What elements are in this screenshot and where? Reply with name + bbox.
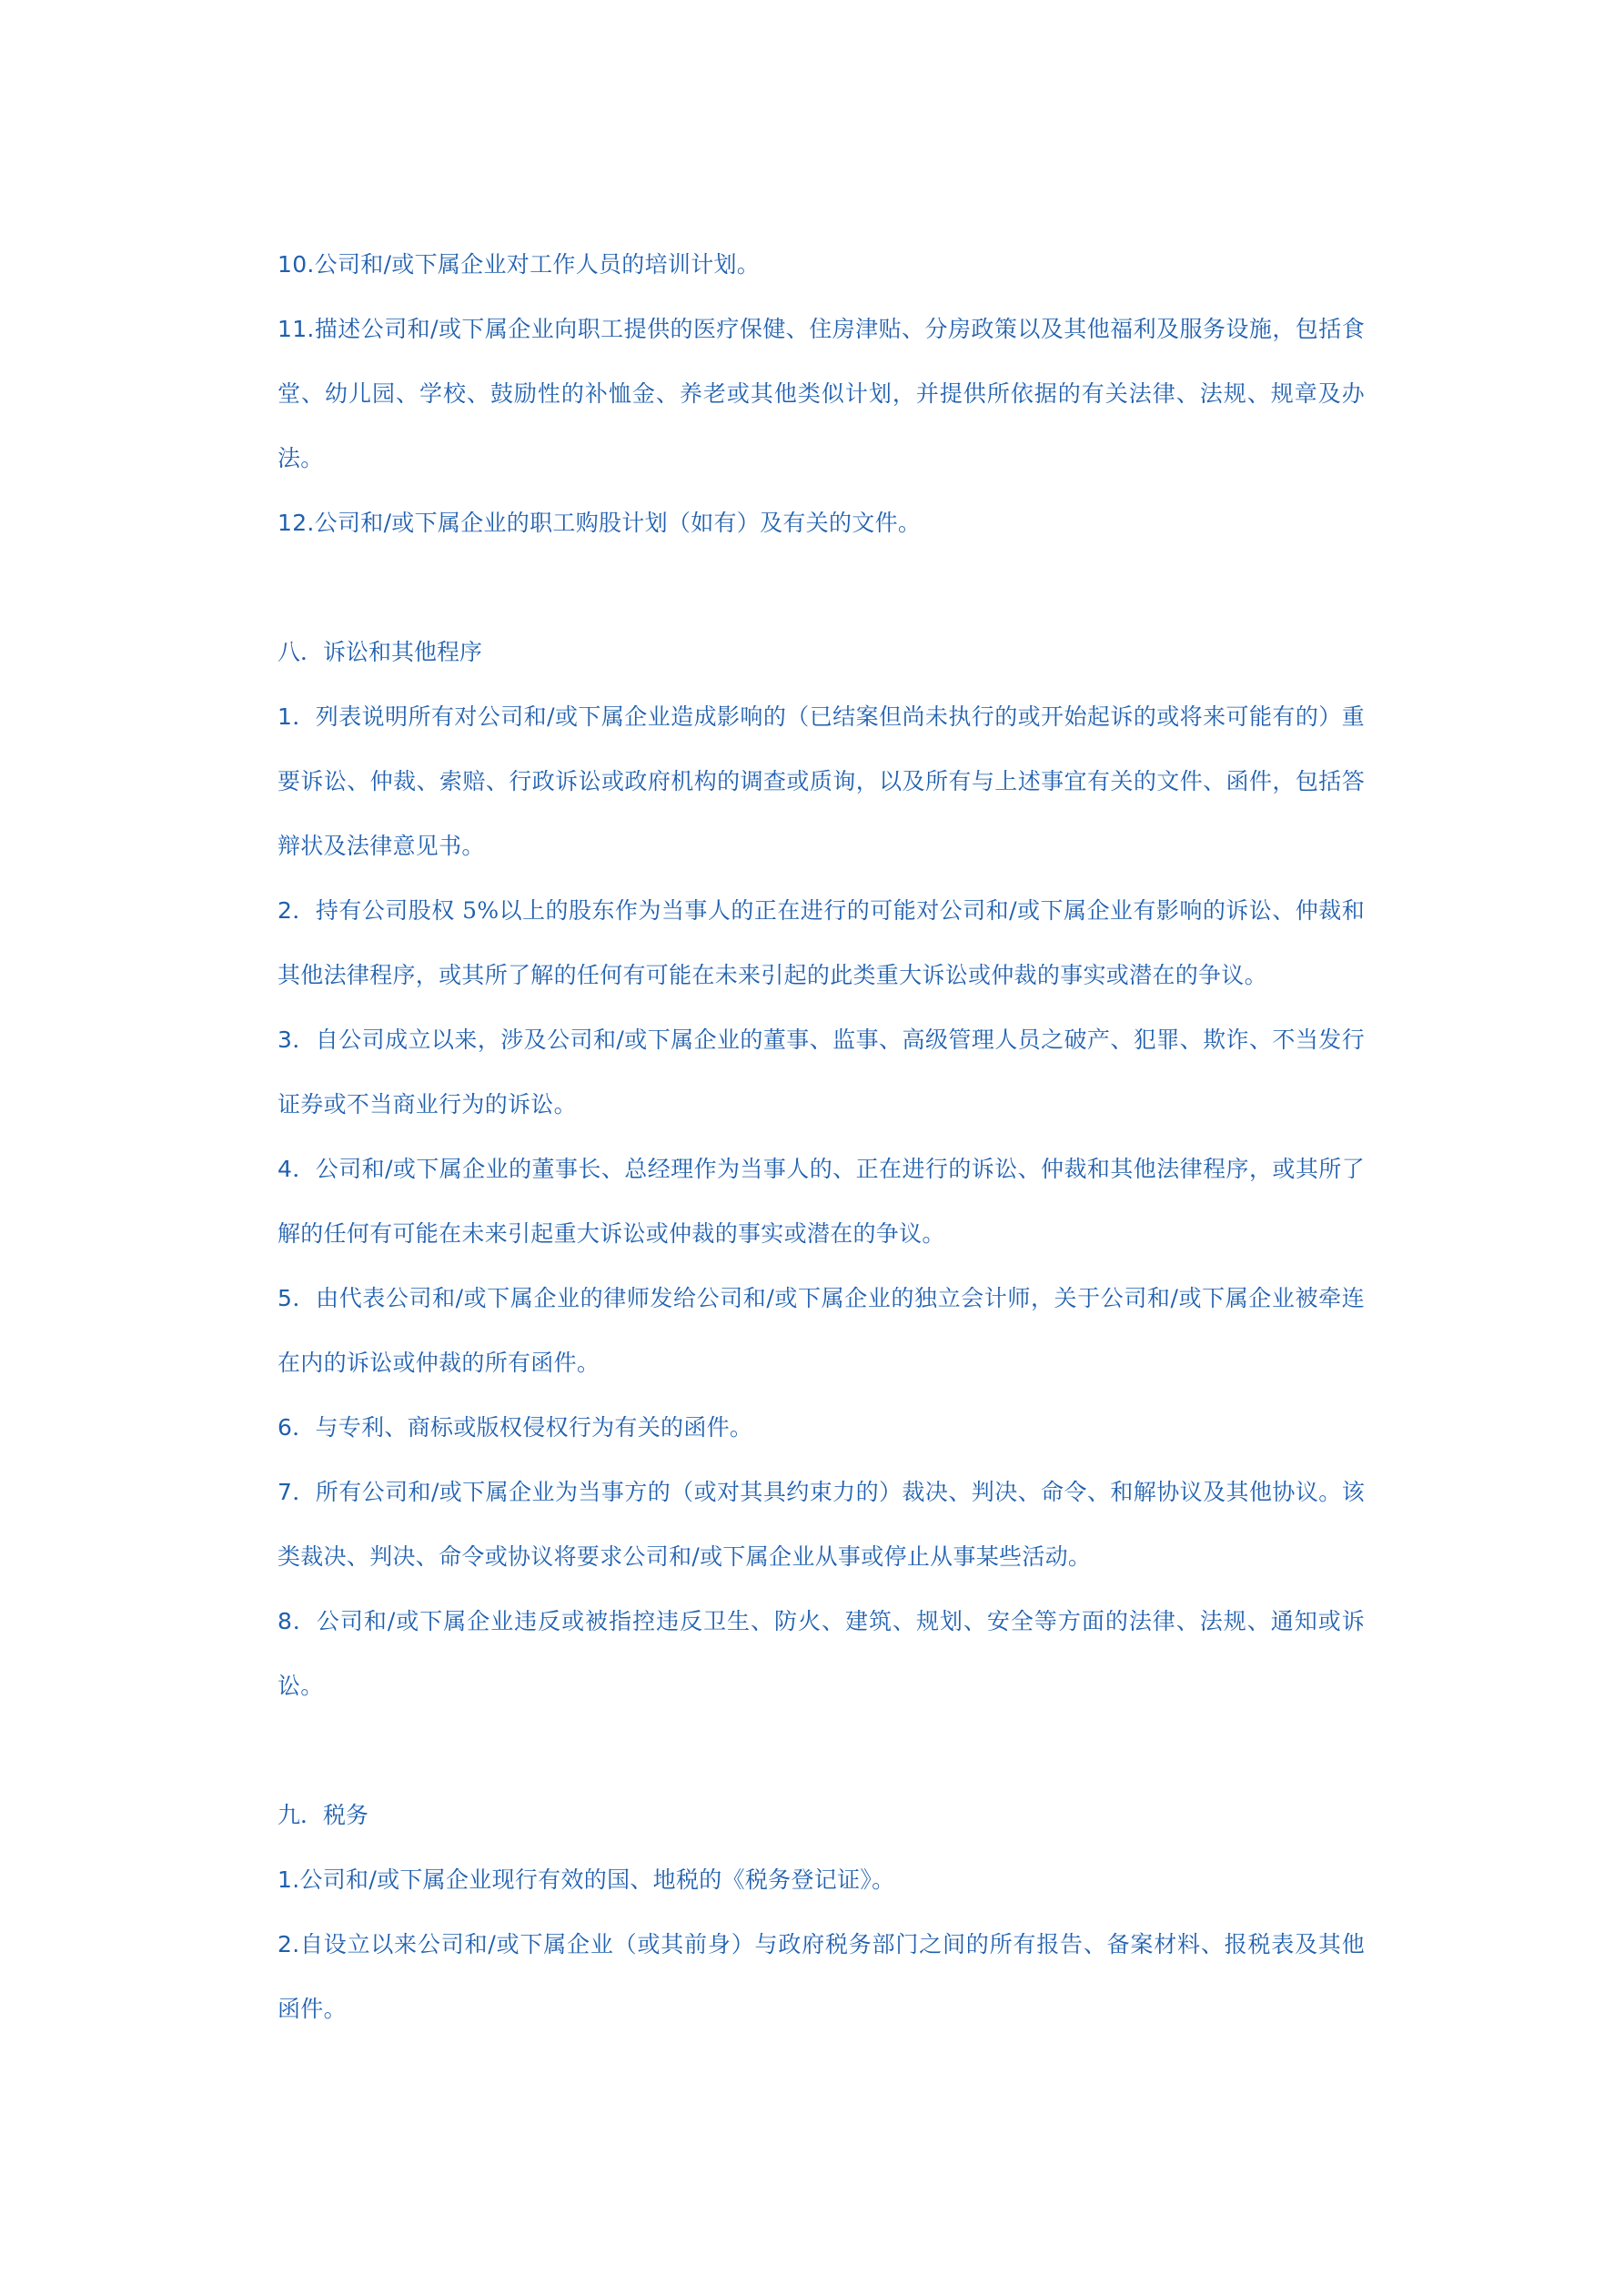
document-page: [277, 232, 1365, 2041]
list-item: 12.公司和/或下属企业的职工购股计划（如有）及有关的文件。: [277, 510, 922, 536]
list-item: 5．由代表公司和/或下属企业的律师发给公司和/或下属企业的独立会计师，关于公司和/或下属企业被牵连在内的诉讼或仲裁的所有函件。: [277, 1285, 1365, 1376]
list-item: 11.描述公司和/或下属企业向职工提供的医疗保健、住房津贴、分房政策以及其他福利及服务设施，包括食堂、幼儿园、学校、鼓励性的补恤金、养老或其他类似计划，并提供所依据的有关法律、法规、规章及办法。: [277, 316, 1365, 471]
list-item: 8．公司和/或下属企业违反或被指控违反卫生、防火、建筑、规划、安全等方面的法律、法规、通知或诉讼。: [277, 1608, 1365, 1699]
section-title-tax: 九．税务: [277, 1802, 369, 1828]
list-item: 7．所有公司和/或下属企业为当事方的（或对其具约束力的）裁决、判决、命令、和解协议及其他协议。该类裁决、判决、命令或协议将要求公司和/或下属企业从事或停止从事某些活动。: [277, 1479, 1365, 1570]
spacer: [277, 555, 1365, 620]
section-title-litigation: 八．诉讼和其他程序: [277, 639, 483, 665]
list-item: 10.公司和/或下属企业对工作人员的培训计划。: [277, 251, 761, 278]
list-item: 4．公司和/或下属企业的董事长、总经理作为当事人的、正在进行的诉讼、仲裁和其他法律程序，或其所了解的任何有可能在未来引起重大诉讼或仲裁的事实或潜在的争议。: [277, 1156, 1365, 1247]
list-item: 1．列表说明所有对公司和/或下属企业造成影响的（已结案但尚未执行的或开始起诉的或将来可能有的）重要诉讼、仲裁、索赔、行政诉讼或政府机构的调查或质询，以及所有与上述事宜有关的文件、函件，包括答辩状及法律意见书。: [277, 703, 1365, 859]
list-item: 2．持有公司股权 5%以上的股东作为当事人的正在进行的可能对公司和/或下属企业有影响的诉讼、仲裁和其他法律程序，或其所了解的任何有可能在未来引起的此类重大诉讼或仲裁的事实或潜在的争议。: [277, 897, 1365, 988]
list-item: 2.自设立以来公司和/或下属企业（或其前身）与政府税务部门之间的所有报告、备案材料、报税表及其他函件。: [277, 1931, 1365, 2022]
list-item: 6．与专利、商标或版权侵权行为有关的函件。: [277, 1414, 753, 1441]
list-item: 1.公司和/或下属企业现行有效的国、地税的《税务登记证》。: [277, 1866, 895, 1893]
spacer: [277, 1718, 1365, 1783]
list-item: 3．自公司成立以来，涉及公司和/或下属企业的董事、监事、高级管理人员之破产、犯罪、欺诈、不当发行证券或不当商业行为的诉讼。: [277, 1027, 1365, 1118]
